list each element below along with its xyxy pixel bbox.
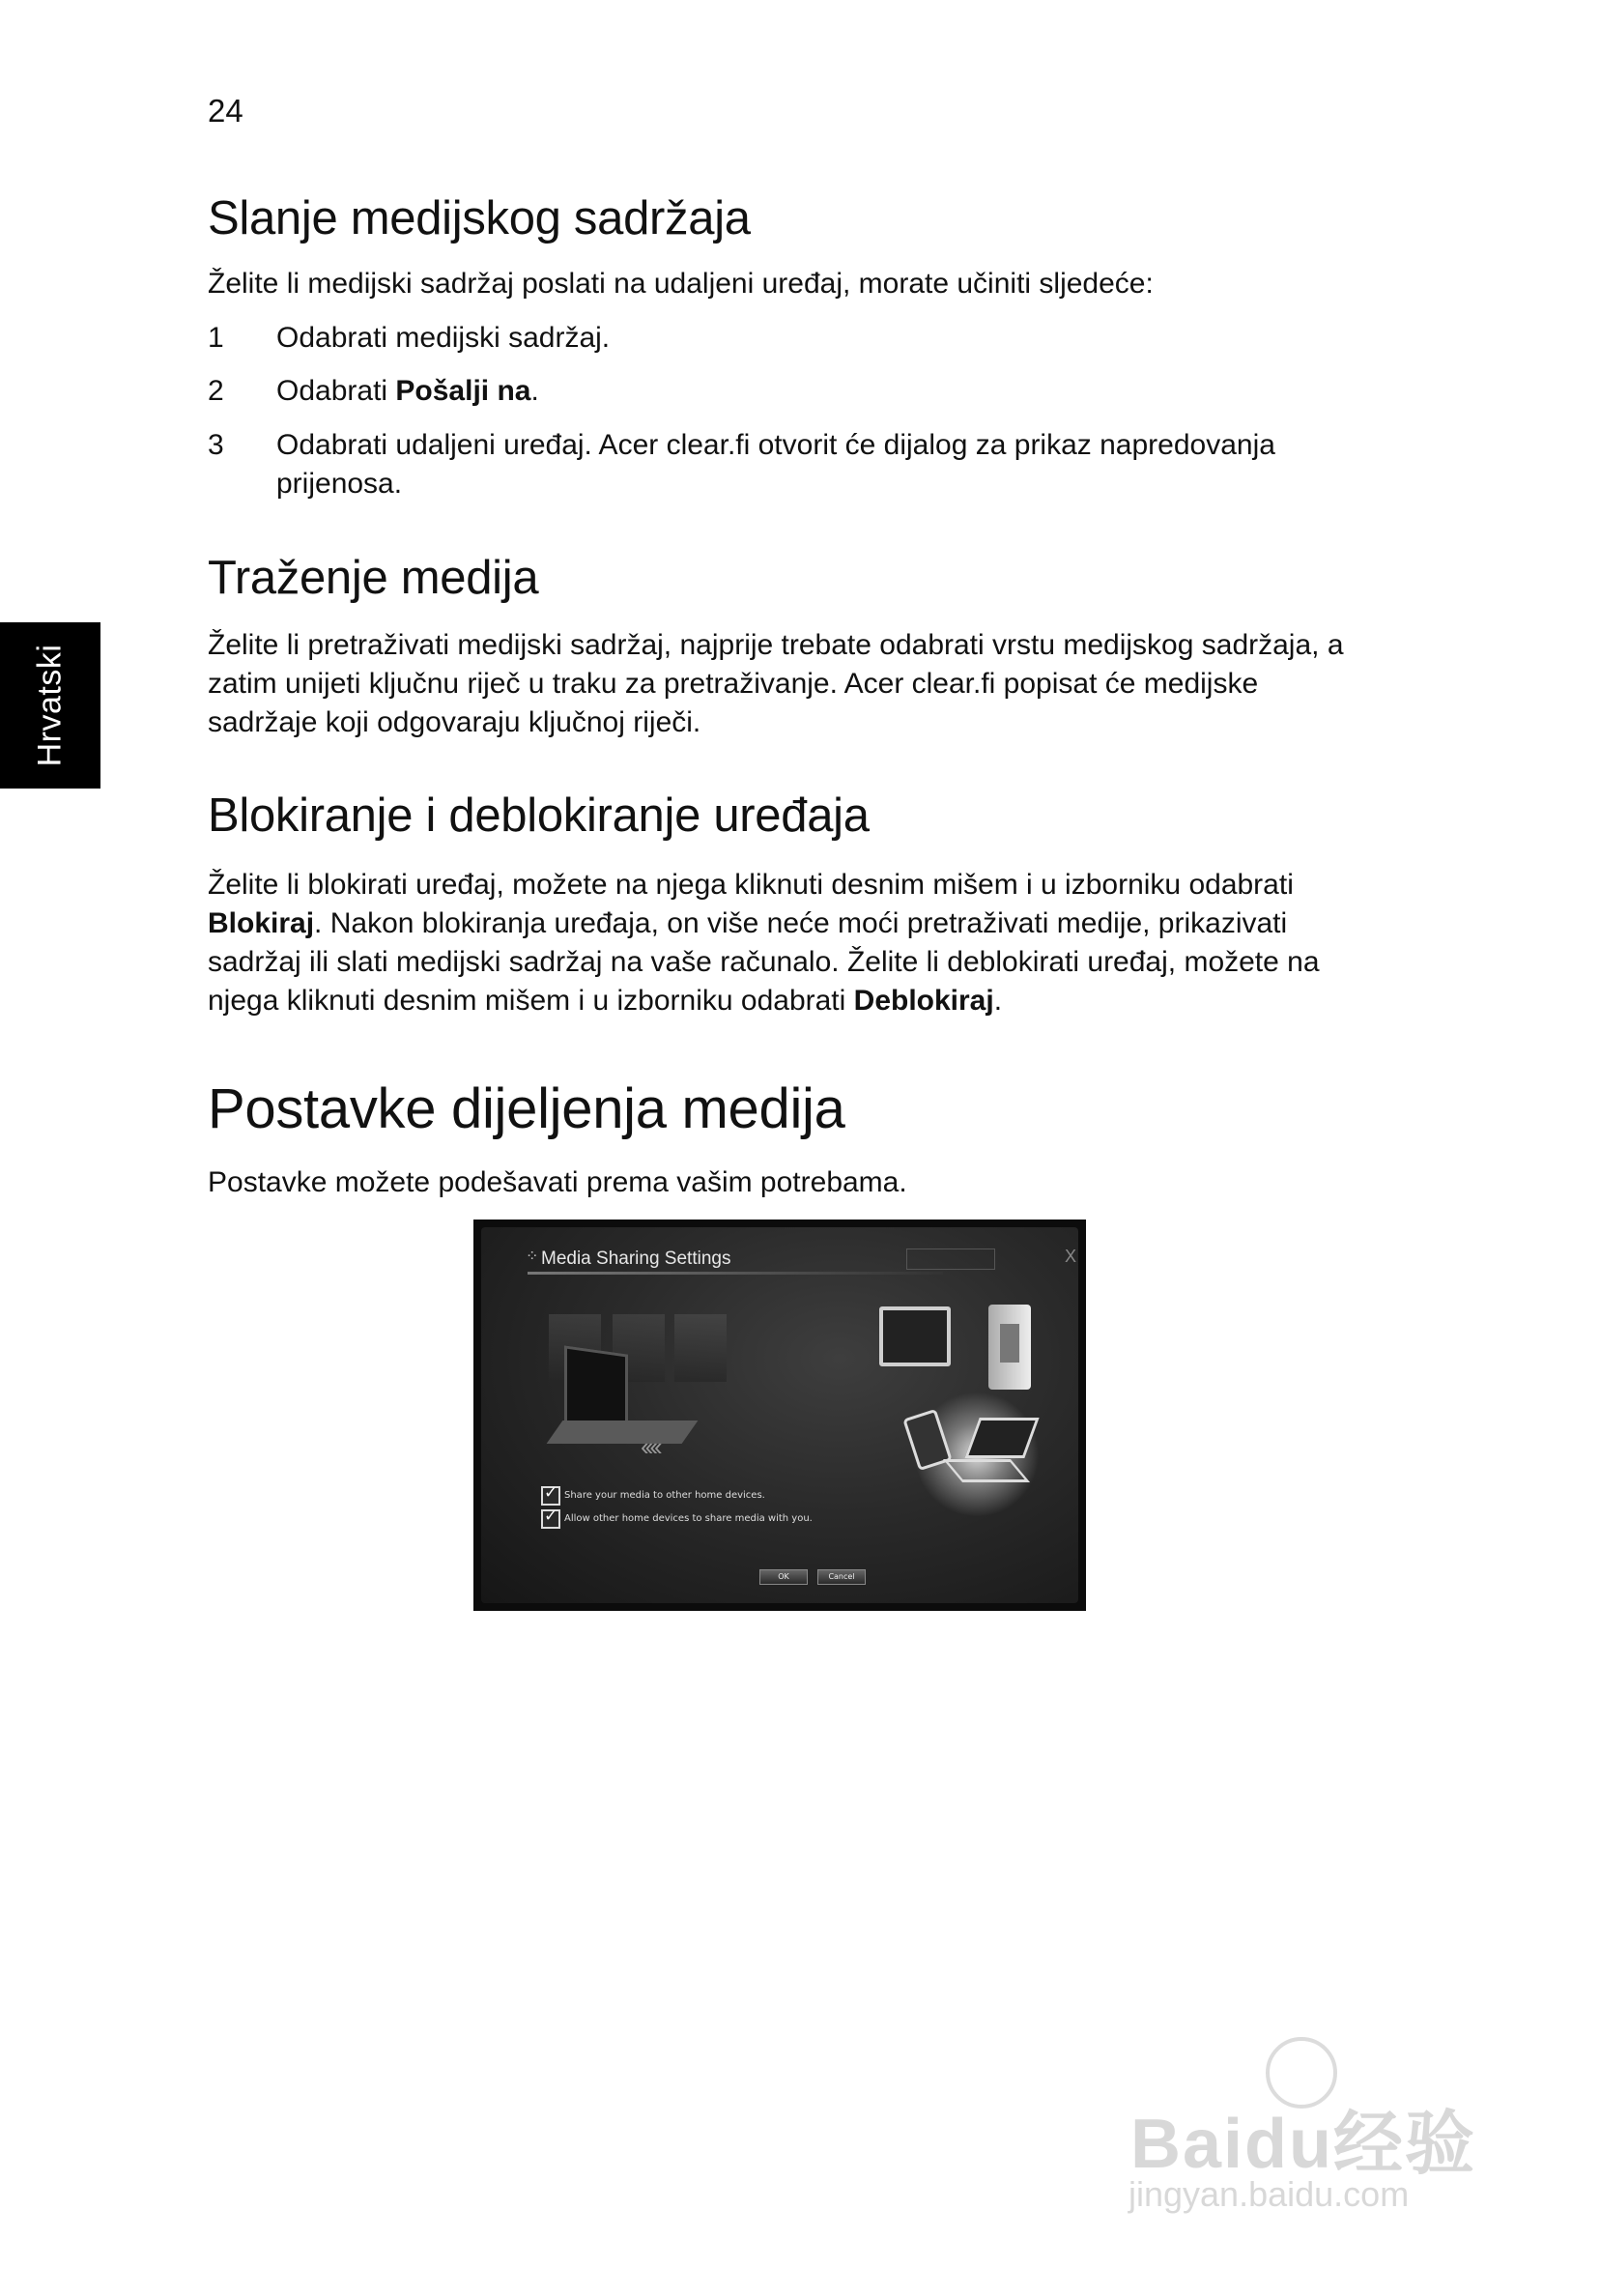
ok-button[interactable]: OK	[759, 1569, 808, 1585]
settings-body: Postavke možete podešavati prema vašim potrebama.	[208, 1166, 907, 1198]
side-tab-label: Hrvatski	[31, 644, 69, 767]
monitor-icon[interactable]	[879, 1306, 951, 1366]
media-thumbnail	[674, 1314, 727, 1382]
laptop-base	[547, 1421, 699, 1444]
media-sharing-screenshot	[473, 1220, 1086, 1611]
cancel-button[interactable]: Cancel	[817, 1569, 866, 1585]
arrow-icon: ‹‹‹‹	[641, 1432, 659, 1461]
share-media-checkbox[interactable]	[541, 1486, 560, 1506]
step-number: 3	[208, 429, 224, 461]
watermark-url: jingyan.baidu.com	[1129, 2174, 1410, 2214]
search-body: Želite li pretraživati medijski sadržaj, najprije trebate odabrati vrstu medijskog sadržaja, a zatim unijeti ključnu riječ u traku za pretraživanje. Acer clear.fi popisat će medijske sadržaje koji odgovaraju ključnoj riječi.	[208, 629, 1344, 738]
step-text-bold: Pošalji na	[395, 375, 531, 407]
block-term-block: Blokiraj	[208, 907, 315, 939]
watermark-brand: Baidu经验	[1130, 2106, 1477, 2183]
send-intro: Želite li medijski sadržaj poslati na udaljeni uređaj, morate učiniti sljedeće:	[208, 268, 1154, 300]
block-body	[208, 866, 1357, 1020]
title-underline	[528, 1272, 943, 1275]
heading-block-device: Blokiranje i deblokiranje uređaja	[208, 789, 870, 842]
dialog-search-box[interactable]	[906, 1248, 995, 1270]
block-text: Želite li blokirati uređaj, možete na njega kliknuti desnim mišem i u izborniku odabrati	[208, 869, 1294, 901]
step-text: Odabrati udaljeni uređaj. Acer clear.fi otvorit će dijalog za prikaz napredovanja prijenosa.	[276, 429, 1275, 500]
allow-media-label: Allow other home devices to share media with you.	[564, 1513, 813, 1524]
block-text: .	[993, 985, 1003, 1017]
step-number: 1	[208, 322, 224, 354]
tower-icon[interactable]	[988, 1305, 1031, 1390]
step-number: 2	[208, 375, 224, 407]
step-text-plain: .	[530, 375, 539, 407]
language-side-tab	[0, 622, 100, 789]
step-text: Odabrati medijski sadržaj.	[276, 322, 611, 354]
heading-media-sharing-settings: Postavke dijeljenja medija	[208, 1077, 845, 1140]
page-number: 24	[208, 93, 243, 129]
share-media-label: Share your media to other home devices.	[564, 1490, 765, 1501]
block-text: . Nakon blokiranja uređaja, on više neće moći pretraživati medije, prikazivati sadržaj ili slati medijski sadržaj na vaše računalo. Želite li deblokirati uređaj, možete na njega kliknuti desnim mišem i u izborniku odabrati	[208, 907, 1320, 1017]
app-logo-icon: ⁘	[526, 1248, 539, 1265]
allow-media-checkbox[interactable]	[541, 1509, 560, 1529]
heading-send-media: Slanje medijskog sadržaja	[208, 192, 751, 244]
dialog-title: Media Sharing Settings	[541, 1248, 731, 1269]
step-text	[276, 372, 1357, 411]
media-sharing-dialog	[481, 1227, 1078, 1603]
step-text-plain: Odabrati	[276, 375, 396, 407]
close-icon[interactable]: X	[1065, 1247, 1077, 1266]
block-term-unblock: Deblokiraj	[853, 985, 994, 1017]
heading-search-media: Traženje medija	[208, 552, 539, 604]
